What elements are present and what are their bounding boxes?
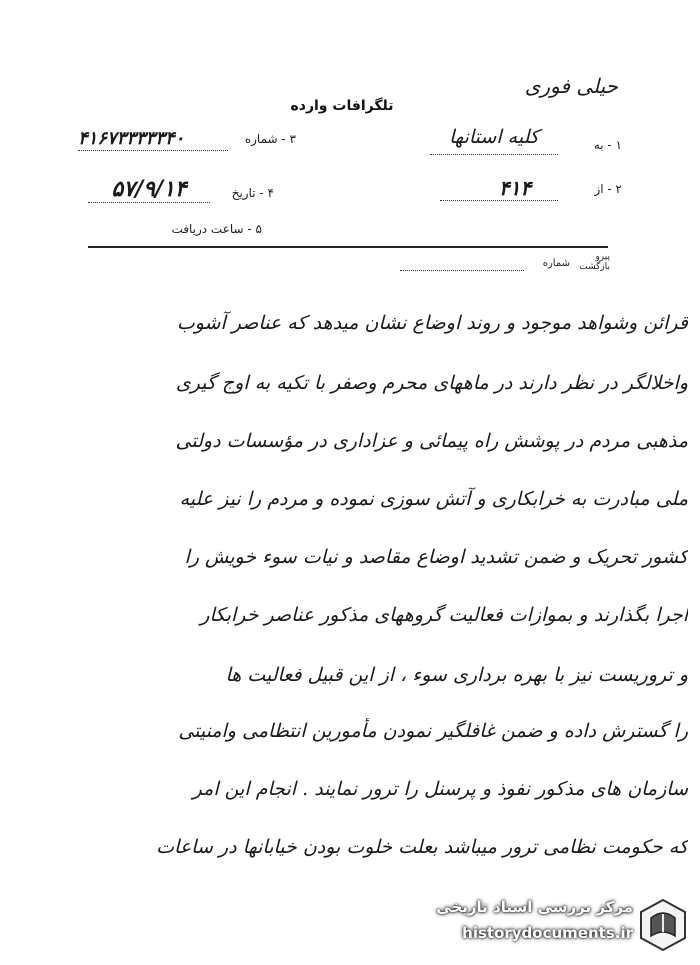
- from-dotted-line: [440, 200, 558, 201]
- to-value: کلیه استانها: [449, 126, 539, 148]
- body-line: سازمان های مذکور نفوذ و پرسنل را ترور نمایند . انجام این امر: [192, 778, 688, 800]
- body-line: قرائن وشواهد موجود و روند اوضاع نشان میدهد که عناصر آشوب: [176, 312, 688, 334]
- watermark-org-name: مرکز بررسی اسناد تاریخی: [436, 898, 633, 916]
- body-line: را گسترش داده و ضمن غافلگیر نمودن مأمورین انتظامی وامنیتی: [178, 720, 688, 742]
- from-value: ۴۱۴: [498, 176, 532, 200]
- urgency-note: حیلی فوری: [524, 74, 618, 98]
- receipt-time-label: ۵ - ساعت دریافت: [171, 222, 262, 236]
- reference-label-2: بازگشت: [579, 262, 610, 272]
- archive-logo-icon: [637, 896, 689, 952]
- body-line: واخلالگر در نظر دارند در ماههای محرم وصفر با تکیه به اوج گیری: [175, 372, 688, 394]
- number-label: ۳ - شماره: [244, 132, 296, 146]
- to-label: ۱ - به: [593, 138, 622, 152]
- number-value: ۴۱۶۷۳۳۳۳۳۴۰: [78, 128, 185, 149]
- body-line: مذهبی مردم در پوشش راه پیمائی و عزاداری در مؤسسات دولتی: [175, 430, 688, 452]
- watermark-url: historydocuments.ir: [462, 924, 633, 942]
- number-dotted-line: [78, 150, 228, 151]
- header-divider: [88, 246, 608, 248]
- reference-number-label: شماره: [542, 258, 570, 269]
- from-label: ۲ - از: [594, 182, 622, 196]
- letter-body: [0, 290, 700, 880]
- body-line: ملی مبادرت به خرابکاری و آتش سوزی نموده و مردم را نیز علیه: [179, 488, 688, 510]
- body-line: کشور تحریک و ضمن تشدید اوضاع مقاصد و نیات سوء خویش را: [184, 546, 688, 568]
- date-label: ۴ - تاریخ: [231, 186, 274, 200]
- form-title: تلگرافات وارده: [290, 98, 394, 114]
- to-dotted-line: [430, 154, 558, 155]
- body-line: و تروریست نیز با بهره برداری سوء ، از این قبیل فعالیت ها: [225, 664, 688, 686]
- watermark: [410, 890, 695, 960]
- body-line: اجرا بگذارند و بموازات فعالیت گروههای مذکور عناصر خرابکار: [200, 604, 688, 626]
- reference-label-1: پیرو: [595, 252, 610, 262]
- reference-dotted-line: [400, 270, 524, 271]
- date-value: ۵۷/۹/۱۴: [111, 176, 187, 202]
- date-dotted-line: [88, 202, 210, 203]
- body-line: که حکومت نظامی ترور میباشد بعلت خلوت بودن خیابانها در ساعات: [156, 836, 688, 858]
